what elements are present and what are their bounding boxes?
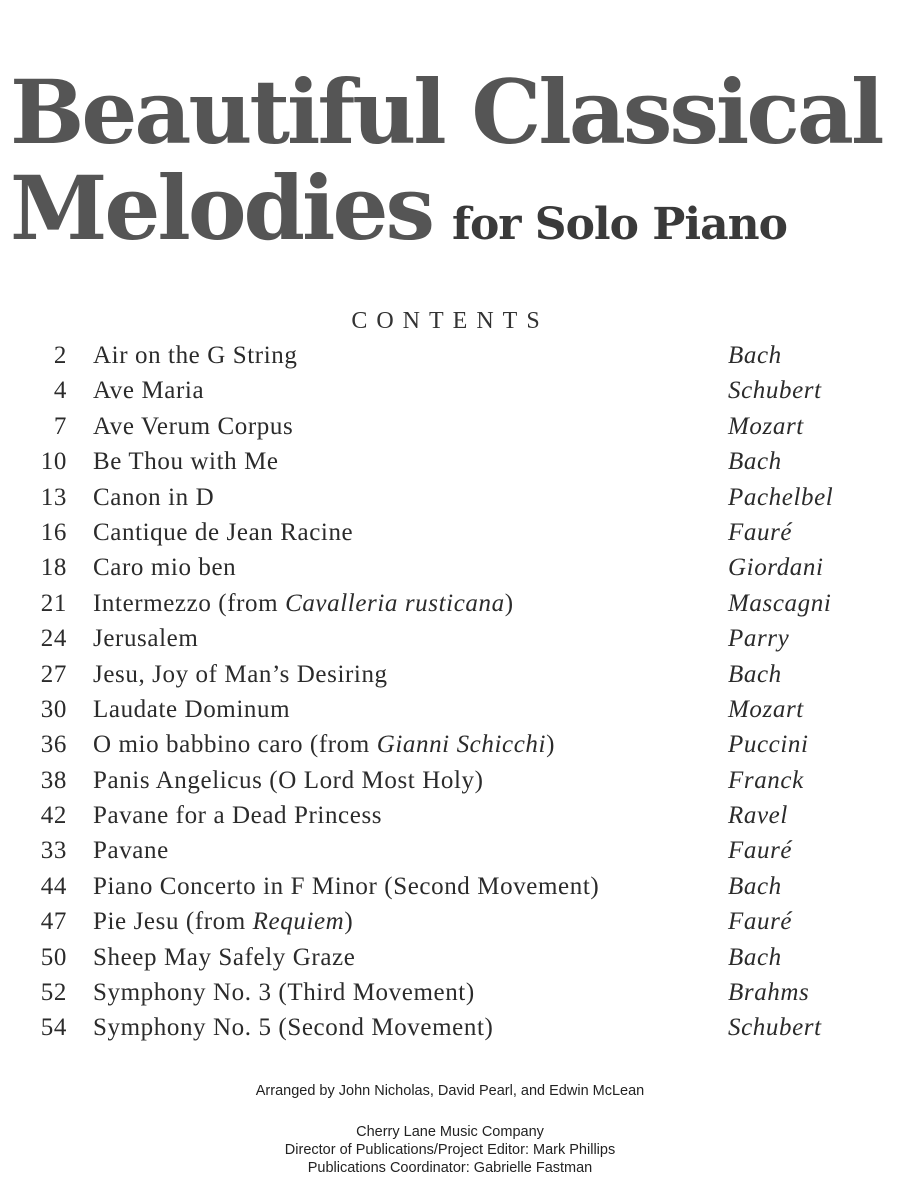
- toc-page-number: 2: [53, 342, 67, 369]
- toc-title-text: ): [344, 908, 354, 936]
- toc-composer: Bach: [728, 660, 782, 688]
- toc-title-text: Pavane for a Dead Princess: [93, 802, 383, 830]
- toc-piece-title: [93, 908, 353, 936]
- toc-page-number: 21: [40, 589, 67, 617]
- toc-row: [0, 1012, 900, 1047]
- toc-composer: Schubert: [728, 377, 822, 405]
- toc-row: [0, 482, 900, 517]
- toc-row: [0, 835, 900, 870]
- publisher-line: Cherry Lane Music Company: [356, 1124, 544, 1140]
- toc-composer: Mozart: [728, 695, 804, 723]
- publisher-line: Publications Coordinator: Gabrielle Fastman: [307, 1160, 593, 1176]
- title-line-1: Beautiful Classical: [10, 60, 882, 164]
- toc-page-number: 54: [40, 1014, 67, 1042]
- toc-title-text: Caro mio ben: [93, 554, 237, 582]
- toc-work-title-italic: Requiem: [252, 908, 345, 936]
- toc-composer: Bach: [728, 448, 782, 476]
- toc-title-text: Cantique de Jean Racine: [93, 518, 354, 546]
- toc-piece-title: [93, 944, 355, 972]
- title-line-2: [10, 156, 890, 273]
- toc-title-text: Pie Jesu (from: [93, 908, 253, 936]
- toc-page-number: 27: [40, 660, 67, 688]
- toc-title-text: Symphony No. 3 (Third Movement): [93, 979, 475, 1007]
- toc-row: [0, 552, 900, 587]
- toc-title-text: Jesu, Joy of Man’s Desiring: [93, 660, 388, 688]
- toc-row: [0, 977, 900, 1012]
- publisher-line: Director of Publications/Project Editor: Mark Phillips: [284, 1142, 616, 1158]
- toc-composer: Fauré: [728, 908, 793, 936]
- toc-piece-title: [93, 696, 290, 724]
- toc-row: [0, 340, 900, 375]
- toc-row: [0, 659, 900, 694]
- toc-composer: Giordani: [728, 554, 824, 582]
- toc-piece-title: [93, 837, 169, 865]
- toc-piece-title: [93, 484, 214, 512]
- toc-title-text: ): [504, 589, 514, 617]
- toc-row: [0, 729, 900, 764]
- toc-page-number: 52: [40, 979, 67, 1007]
- toc-row: [0, 411, 900, 446]
- toc-piece-title: [93, 731, 555, 759]
- toc-title-text: Symphony No. 5 (Second Movement): [93, 1014, 494, 1042]
- toc-row: [0, 906, 900, 941]
- toc-composer: Bach: [728, 943, 782, 971]
- toc-title-text: Panis Angelicus (O Lord Most Holy): [93, 766, 484, 794]
- toc-piece-title: [93, 979, 475, 1007]
- toc-title-text: Sheep May Safely Graze: [93, 943, 356, 971]
- toc-page-number: 18: [40, 554, 67, 582]
- toc-work-title-italic: Cavalleria rusticana: [285, 589, 505, 617]
- toc-row: [0, 517, 900, 552]
- toc-page-number: 38: [40, 766, 67, 794]
- toc-composer: Mascagni: [728, 589, 832, 617]
- toc-piece-title: [93, 519, 353, 547]
- toc-title-text: Canon in D: [93, 483, 215, 511]
- toc-title-text: Be Thou with Me: [93, 448, 279, 476]
- toc-work-title-italic: Gianni Schicchi: [376, 731, 547, 759]
- toc-composer: Fauré: [728, 518, 793, 546]
- toc-row: [0, 765, 900, 800]
- toc-row: [0, 588, 900, 623]
- toc-row: [0, 623, 900, 658]
- toc-page-number: 30: [40, 695, 67, 723]
- toc-piece-title: [93, 767, 484, 795]
- toc-composer: Schubert: [728, 1014, 822, 1042]
- toc-title-text: Jerusalem: [93, 625, 199, 653]
- title-line-2-text: Melodies: [10, 156, 433, 260]
- toc-piece-title: [93, 554, 236, 582]
- toc-title-text: Ave Maria: [93, 377, 205, 405]
- toc-title-text: Laudate Dominum: [93, 695, 291, 723]
- toc-piece-title: [93, 377, 204, 405]
- toc-page-number: 33: [40, 837, 67, 865]
- toc-page-number: 42: [40, 802, 67, 830]
- toc-piece-title: [93, 625, 198, 653]
- toc-page-number: 44: [40, 872, 67, 900]
- toc-row: [0, 800, 900, 835]
- toc-piece-title: [93, 873, 599, 901]
- toc-title-text: Air on the G String: [93, 342, 298, 369]
- toc-page-number: 16: [40, 518, 67, 546]
- toc-title-text: O mio babbino caro (from: [93, 731, 377, 759]
- toc-composer: Parry: [728, 625, 790, 653]
- toc-composer: Brahms: [728, 979, 810, 1007]
- toc-page-number: 4: [53, 377, 67, 405]
- toc-piece-title: [93, 342, 297, 370]
- toc-row: [0, 871, 900, 906]
- toc-composer: Bach: [728, 342, 782, 369]
- toc-composer: Puccini: [728, 731, 809, 759]
- toc-composer: Bach: [728, 872, 782, 900]
- toc-row: [0, 375, 900, 410]
- toc-title-text: Piano Concerto in F Minor (Second Movement): [93, 872, 600, 900]
- arranger-credit: Arranged by John Nicholas, David Pearl, and Edwin McLean: [255, 1083, 645, 1099]
- toc-piece-title: [93, 661, 388, 689]
- toc-piece-title: [93, 1014, 493, 1042]
- toc-row: [0, 446, 900, 481]
- toc-title-text: Ave Verum Corpus: [93, 412, 294, 440]
- toc-page-number: 7: [53, 412, 67, 440]
- toc-page-number: 10: [40, 448, 67, 476]
- toc-row: [0, 942, 900, 977]
- toc-page-number: 47: [40, 908, 67, 936]
- toc-page-number: 36: [40, 731, 67, 759]
- toc-page-number: 13: [40, 483, 67, 511]
- book-title: [10, 60, 890, 273]
- toc-composer: Pachelbel: [728, 483, 834, 511]
- toc-composer: Ravel: [728, 802, 788, 830]
- contents-heading: CONTENTS: [351, 308, 549, 334]
- toc-page-number: 24: [40, 625, 67, 653]
- publisher-credits: [0, 1123, 900, 1177]
- toc-title-text: Intermezzo (from: [93, 589, 286, 617]
- toc-composer: Franck: [728, 766, 804, 794]
- toc-row: [0, 694, 900, 729]
- toc-composer: Mozart: [728, 412, 804, 440]
- toc-page-number: 50: [40, 943, 67, 971]
- toc-title-text: ): [546, 731, 556, 759]
- toc-piece-title: [93, 590, 514, 618]
- toc-piece-title: [93, 802, 382, 830]
- toc-piece-title: [93, 413, 293, 441]
- book-subtitle: for Solo Piano: [452, 199, 787, 250]
- toc-title-text: Pavane: [93, 837, 169, 865]
- table-of-contents: [0, 340, 900, 1048]
- toc-piece-title: [93, 448, 279, 476]
- toc-composer: Fauré: [728, 837, 793, 865]
